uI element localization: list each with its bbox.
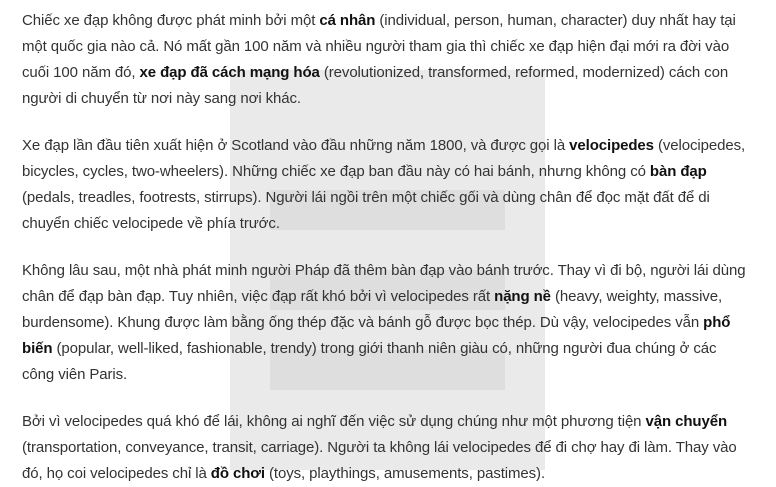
text-segment: (toys, playthings, amusements, pastimes). [264,465,546,482]
highlighted-term: bàn đạp [649,163,707,180]
text-segment: (heavy, weighty, massive, burdensome). Khung được làm bằng ống thép đặc và bánh gỗ được bọc thép. Dù vậy, velocipedes vẫn [22,288,723,331]
highlighted-term: cá nhân [319,12,376,29]
paragraph [22,409,746,487]
text-segment: (transportation, conveyance, transit, carriage). Người ta không lái velocipedes để đi chợ hay đi làm. Thay vào đó, họ coi velocipedes chỉ là [22,439,737,482]
paragraph [22,8,746,112]
highlighted-term: velocipedes [569,137,654,154]
text-segment: Chiếc xe đạp không được phát minh bởi một [22,12,320,29]
highlighted-term: nặng nề [494,288,551,305]
text-segment: (popular, well-liked, fashionable, trendy) trong giới thanh niên giàu có, những người đua chúng ở các công viên Paris. [22,340,717,383]
paragraph [22,258,746,388]
highlighted-term: xe đạp đã cách mạng hóa [139,64,320,81]
text-segment: (revolutionized, transformed, reformed, modernized) cách con người di chuyển từ nơi này sang nơi khác. [22,64,729,107]
highlighted-term: phổ biến [22,314,731,357]
paragraph [22,133,746,237]
text-segment: Không lâu sau, một nhà phát minh người Pháp đã thêm bàn đạp vào bánh trước. Thay vì đi bộ, người lái dùng chân để đạp bàn đạp. Tuy nhiên, việc đạp rất khó bởi vì velocipedes rất [22,262,746,305]
highlighted-term: vận chuyển [645,413,728,430]
text-segment: Xe đạp lần đầu tiên xuất hiện ở Scotland vào đầu những năm 1800, và được gọi là [22,137,570,154]
text-segment: (individual, person, human, character) duy nhất hay tại một quốc gia nào cả. Nó mất gần 100 năm và nhiều người tham gia thì chiếc xe đạp hiện đại mới ra đời vào cuối 100 năm đó, [22,12,736,81]
text-segment: (velocipedes, bicycles, cycles, two-wheelers). Những chiếc xe đạp ban đầu này có hai bánh, nhưng không có [22,137,746,180]
text-segment: Bởi vì velocipedes quá khó để lái, không ai nghĩ đến việc sử dụng chúng như một phương tiện [22,413,646,430]
highlighted-term: đồ chơi [210,465,265,482]
text-segment: (pedals, treadles, footrests, stirrups). Người lái ngồi trên một chiếc gối và dùng chân để đọc mặt đất để di chuyển chiếc velocipede về phía trước. [22,189,710,232]
